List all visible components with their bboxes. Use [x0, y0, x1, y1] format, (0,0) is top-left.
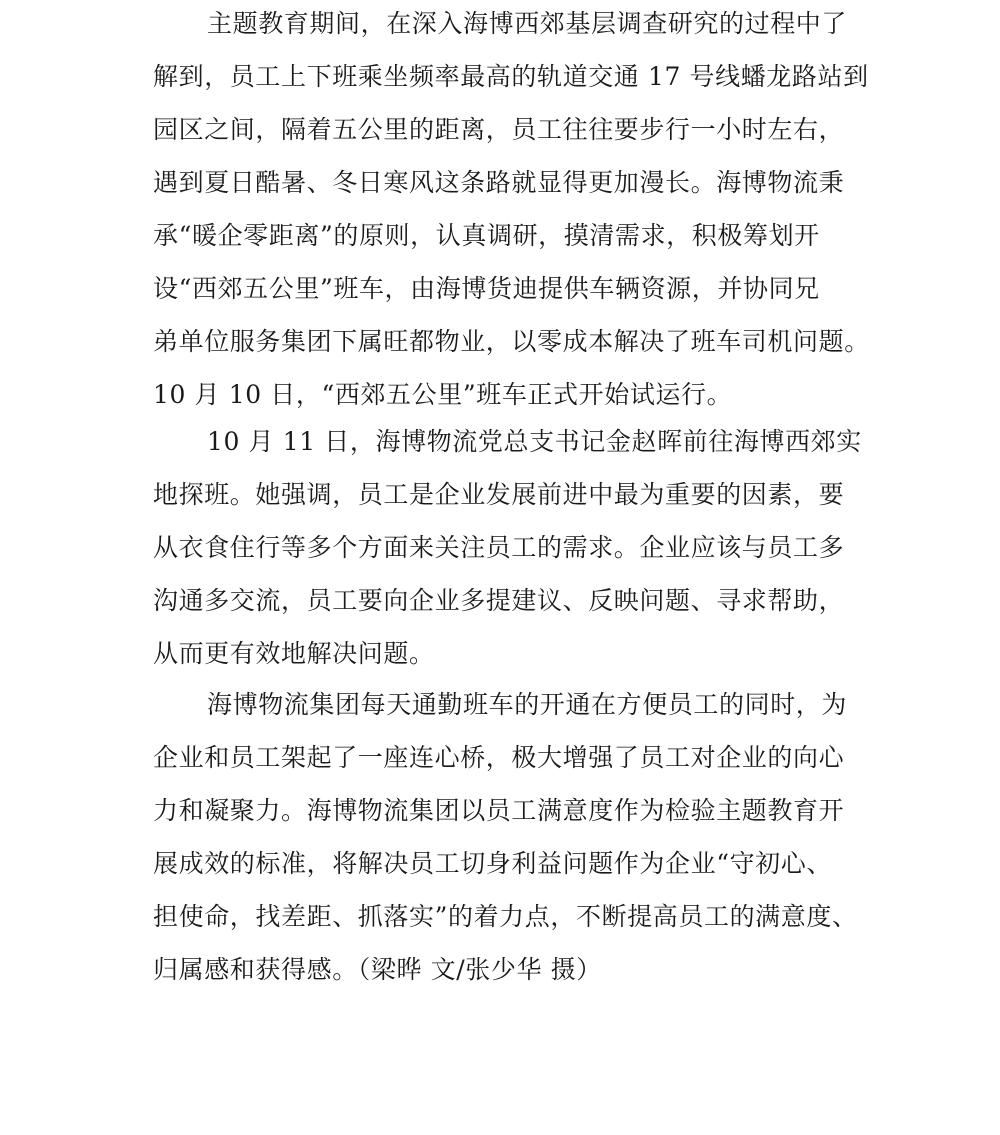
paragraph-line: 主题教育期间，在深入海博西郊基层调查研究的过程中了: [207, 9, 848, 38]
paragraph-line: 10 月 11 日，海博物流党总支书记金赵晖前往海博西郊实: [207, 427, 862, 456]
paragraph-line: 遇到夏日酷暑、冬日寒风这条路就显得更加漫长。海博物流秉: [153, 168, 845, 197]
paragraph-line: 从而更有效地解决问题。: [153, 639, 435, 668]
paragraph-1: [153, 0, 870, 421]
paragraph-line: 10 月 10 日，“西郊五公里”班车正式开始试运行。: [153, 380, 733, 409]
paragraph-line: 设“西郊五公里”班车，由海博货迪提供车辆资源，并协同兄: [153, 274, 820, 303]
paragraph-3: [153, 678, 858, 996]
paragraph-line: 海博物流集团每天通勤班车的开通在方便员工的同时，为: [207, 690, 848, 719]
paragraph-line: 园区之间，隔着五公里的距离，员工往往要步行一小时左右，: [153, 115, 845, 144]
paragraph-line: 地探班。她强调，员工是企业发展前进中最为重要的因素，要: [153, 480, 845, 509]
paragraph-line: 从衣食住行等多个方面来关注员工的需求。企业应该与员工多: [153, 533, 845, 562]
paragraph-line: 企业和员工架起了一座连心桥，极大增强了员工对企业的向心: [153, 743, 845, 772]
paragraph-line: 担使命，找差距、抓落实”的着力点，不断提高员工的满意度、: [153, 902, 858, 931]
paragraph-line: 归属感和获得感。（梁晔 文/张少华 摄）: [153, 955, 602, 984]
paragraph-line: 承“暖企零距离”的原则，认真调研，摸清需求，积极筹划开: [153, 221, 820, 250]
paragraph-line: 解到，员工上下班乘坐频率最高的轨道交通 17 号线蟠龙路站到: [153, 62, 869, 91]
paragraph-line: 沟通多交流，员工要向企业多提建议、反映问题、寻求帮助，: [153, 586, 845, 615]
paragraph-line: 力和凝聚力。海博物流集团以员工满意度作为检验主题教育开: [153, 796, 845, 825]
paragraph-line: 弟单位服务集团下属旺都物业，以零成本解决了班车司机问题。: [153, 327, 870, 356]
paragraph-line: 展成效的标准，将解决员工切身利益问题作为企业“守初心、: [153, 849, 832, 878]
paragraph-2: [153, 415, 862, 680]
